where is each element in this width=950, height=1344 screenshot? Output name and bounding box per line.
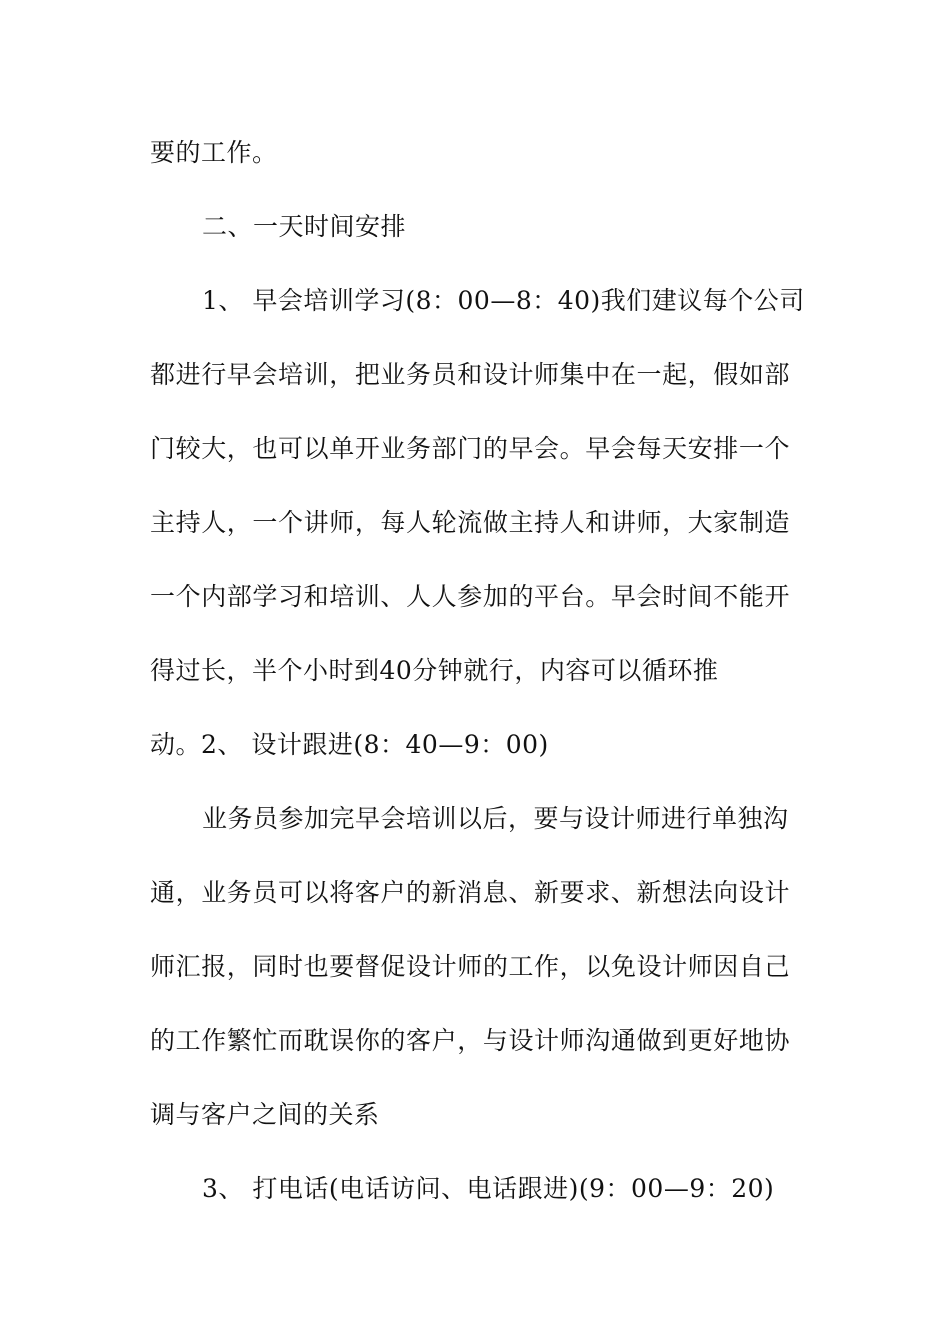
paragraph-line: 要的工作。 xyxy=(150,138,278,167)
paragraph-line: 通，业务员可以将客户的新消息、新要求、新想法向设计 xyxy=(150,878,790,907)
paragraph-line: 调与客户之间的关系 xyxy=(150,1100,380,1129)
paragraph-line: 门较大，也可以单开业务部门的早会。早会每天安排一个 xyxy=(150,434,790,463)
paragraph-line: 一个内部学习和培训、人人参加的平台。早会时间不能开 xyxy=(150,582,790,611)
item-heading: 1、 早会培训学习(8：00—8：40)我们建议每个公司 xyxy=(202,286,805,315)
item-heading: 动。2、 设计跟进(8：40—9：00) xyxy=(150,730,549,759)
paragraph-line: 都进行早会培训，把业务员和设计师集中在一起，假如部 xyxy=(150,360,790,389)
paragraph-line: 师汇报，同时也要督促设计师的工作，以免设计师因自己 xyxy=(150,952,790,981)
item-heading: 3、 打电话(电话访问、电话跟进)(9：00—9：20) xyxy=(202,1174,775,1203)
section-heading: 二、一天时间安排 xyxy=(202,212,407,241)
paragraph-line: 主持人，一个讲师，每人轮流做主持人和讲师，大家制造 xyxy=(150,508,790,537)
paragraph-line: 得过长，半个小时到40分钟就行，内容可以循环推 xyxy=(150,656,719,685)
paragraph-line: 业务员参加完早会培训以后，要与设计师进行单独沟 xyxy=(202,804,789,833)
paragraph-line: 的工作繁忙而耽误你的客户，与设计师沟通做到更好地协 xyxy=(150,1026,790,1055)
